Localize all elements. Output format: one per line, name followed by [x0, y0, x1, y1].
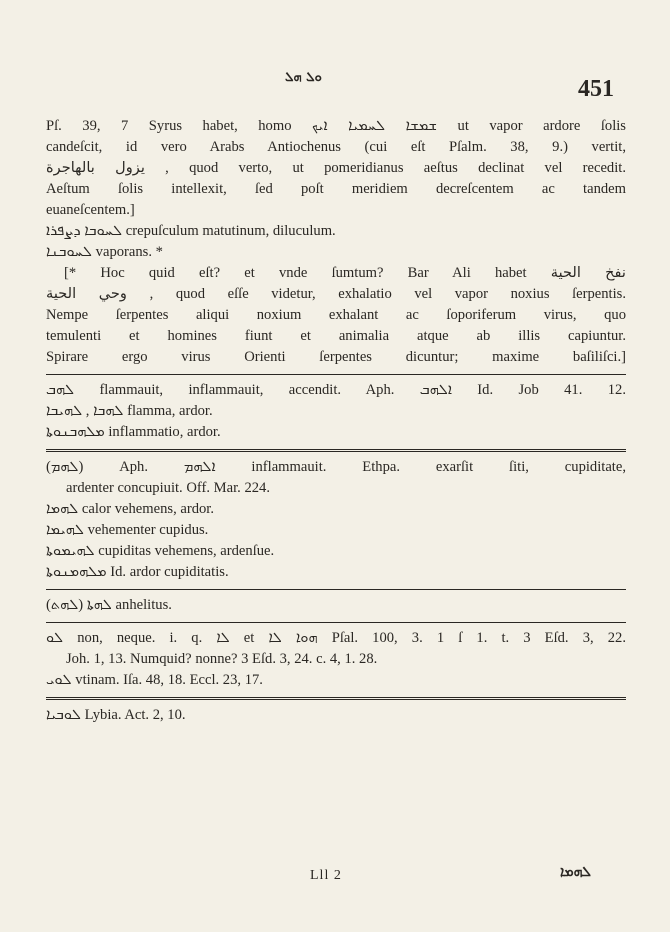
text-line: Aeſtum ſolis intellexit, ſed poſt meridiem decreſcentem ac tandem [46, 181, 626, 197]
text-line: candeſcit, id vero Arabs Antiochenus (cui eſt Pſalm. 38, 9.) vertit, [46, 139, 626, 155]
entry-root-line: (ܠܗܬ) ܠܗܬܐ anhelitus. [46, 597, 172, 613]
text-line: Nempe ſerpentes aliqui noxium exhalant ac ſoporiferum virus, quo [46, 307, 626, 323]
entry-headword-line: ܠܚܘܒܢܐ vaporans. * [46, 244, 163, 260]
page-number: 451 [578, 76, 614, 102]
entry-root-line: ܠܗܒ flammauit, inflammauit, accendit. Aph. ܐܠܗܒ Id. Job 41. 12. [46, 382, 626, 398]
section-divider [46, 622, 626, 623]
text-line: Joh. 1, 13. Numquid? nonne? 3 Eſd. 3, 24. c. 4, 1. 28. [66, 651, 378, 667]
entry-headword-line: ܡܠܗܒܢܘܬܐ inflammatio, ardor. [46, 424, 221, 440]
text-line: وحي الحية , quod eſſe videtur, exhalatio vel vapor noxius ſerpentis. [46, 286, 626, 302]
section-divider [46, 374, 626, 375]
running-head [0, 70, 670, 100]
section-divider [46, 449, 626, 452]
entry-root-line: (ܠܗܡ) Aph. ܐܠܗܡ inflammauit. Ethpa. exarſit ſiti, cupiditate, [46, 459, 626, 475]
entry-headword-line: ܠܘܒܝܐ Lybia. Act. 2, 10. [46, 707, 186, 723]
entry-root-line: ܠܘ non, neque. i. q. ܠܐ et ܗܘܐ ܠܐ Pſal. 100, 3. 1 ſ 1. t. 3 Eſd. 3, 22. [46, 630, 626, 646]
text-line: temulenti et homines fiunt et animalia atque ab illis capiuntur. [46, 328, 626, 344]
text-line: Pſ. 39, 7 Syrus habet, homo ܫܡܫܐ ܠܚܡܝܐ ܐܝܟ ut vapor ardore ſolis [46, 118, 626, 134]
entry-headword-line: ܠܗܡܐ calor vehemens, ardor. [46, 501, 215, 517]
section-divider [46, 697, 626, 700]
lexicon-text [46, 116, 626, 726]
text-line: Spirare ergo virus Orienti ſerpentes dicuntur; maxime baſiliſci.] [46, 349, 626, 365]
text-line: يزول بالهاجرة , quod verto, ut pomeridianus aeſtus declinat vel recedit. [46, 160, 626, 176]
entry-headword-line: ܠܗܝܡܘܬܐ cupiditas vehemens, ardenſue. [46, 543, 275, 559]
section-divider [46, 589, 626, 590]
entry-headword-line: ܡܠܗܡܢܘܬܐ Id. ardor cupiditatis. [46, 564, 229, 580]
text-line: euaneſcentem.] [46, 202, 135, 218]
catchword: ܠܗܡܐ [560, 864, 591, 880]
entry-headword-line: ܠܘܝ vtinam. Iſa. 48, 18. Eccl. 23, 17. [46, 672, 263, 688]
running-head-syriac: ܘܠ ܗܠ [285, 70, 322, 85]
entry-headword-line: ܠܚܘܒܐ ܕܨܦܪܐ crepuſculum matutinum, diluculum. [46, 223, 336, 239]
text-line: [* Hoc quid eſt? et vnde ſumtum? Bar Ali habet نفخ الحية [64, 265, 626, 281]
entry-headword-line: ܠܗܒܐ , ܠܗܝܒܐ flamma, ardor. [46, 403, 213, 419]
signature-mark: Lll 2 [310, 868, 342, 883]
entry-headword-line: ܠܗܝܡܐ vehementer cupidus. [46, 522, 209, 538]
text-line: ardenter concupiuit. Off. Mar. 224. [66, 480, 270, 496]
